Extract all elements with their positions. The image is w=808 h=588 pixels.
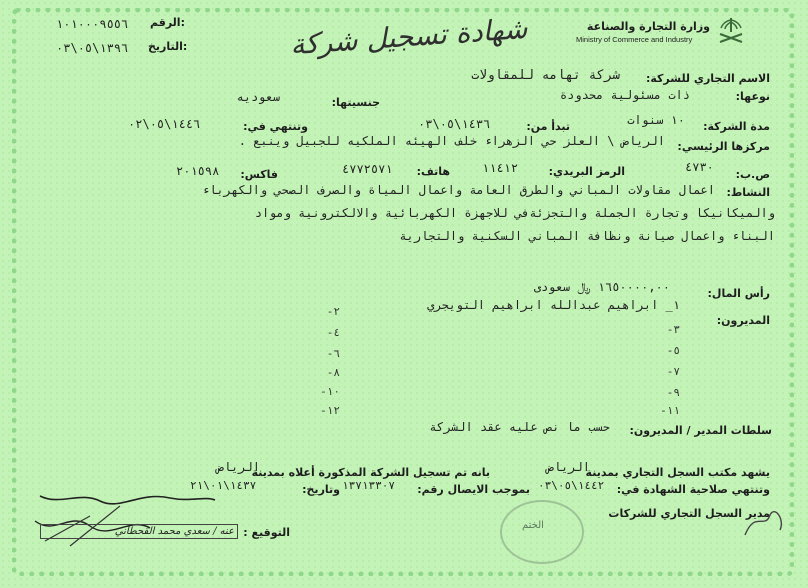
authority-value: حسب ما نص عليه عقد الشركة [429,420,610,434]
activity-line-2: والميكانيكا وتجارة الجملة والتجزئةفي للاجهزة الكهربائية والالكترونية ومواد [254,206,775,220]
signature-label: التوقيع : [243,526,290,539]
end-label: وتنتهي في: [243,120,308,133]
footer-receipt-date: ١٤٣٧\٠١\٢١ [190,479,257,492]
footer-line2-a: وتنتهي صلاحية الشهادة في: [616,483,770,496]
ministry-name-en: Ministry of Commerce and Industry [576,35,693,44]
manager-right-5: ٥- [666,344,680,357]
type-value: ذات مسئولية محدودة [559,88,690,102]
footer-line1-a: يشهد مكتب السجل التجاري بمدينة [585,466,770,479]
manager-left-8: ٨- [326,366,340,379]
page-title: شهادة تسجيل شركة [289,11,529,62]
managers-label: المديرون: [716,314,770,327]
duration-value: ١٠ سنوات [627,113,685,127]
ministry-name-ar: وزارة التجارة والصناعة [586,20,710,33]
handwritten-signature-icon [30,486,220,556]
postal-value: ١١٤١٢ [482,161,519,175]
footer-city-1: الرياض [546,460,590,474]
footer-line1-b: بانه تم تسجيل الشركة المذكورة أعلاه بمدينة [251,466,490,479]
fax-value: ٢٠١٥٩٨ [176,164,220,178]
footer-line2-b: بموجب الايصال رقم: [417,483,530,496]
activity-line-1: اعمال مقاولات المباني والطرق العامة واعمال المياة والصرف الصحي والكهرباء [202,183,715,197]
footer-expiry-date: ١٤٤٢\٠٥\٠٣ [538,479,605,492]
start-value: ١٤٣٦\٠٥\٠٣ [418,117,491,131]
manager-left-12: ١٢- [320,404,340,417]
company-name-label: الاسم التجاري للشركة: [645,72,770,85]
nationality-value: سعوديه [236,90,280,104]
pobox-label: ص.ب: [735,168,770,181]
manager-right-1: ١_ ابراهيم عبدالله ابراهيم التويجري [427,298,680,312]
footer-line2-c: وتاريخ: [302,483,340,496]
date-label: التاريخ: [148,40,188,53]
manager-left-2: ٢- [326,305,340,318]
number-value: ١٠١٠٠٠٩٥٥٦ [56,17,129,31]
postal-label: الرمز البريدي: [548,165,625,178]
manager-left-6: ٦- [326,347,340,360]
manager-right-9: ٩- [666,386,680,399]
footer-city-2: الرياض [216,460,260,474]
palm-swords-emblem-icon [716,16,746,46]
official-stamp [500,500,584,564]
stamp-text: الختم [522,520,544,531]
phone-label: هاتف: [416,165,450,178]
nationality-label: جنسيتها: [331,96,380,109]
capital-label: رأس المال: [707,287,770,300]
manager-right-7: ٧- [666,365,680,378]
scribble-mark-icon [740,500,790,540]
date-value: ١٣٩٦\٠٥\٠٣ [56,41,129,55]
manager-title: مدير السجل التجاري للشركات [608,507,770,520]
activity-line-3: البناء واعمال صيانة ونظافة المباني السكنية والتجارية [399,229,775,243]
hq-value: الرياض \ العلز حي الزهراء خلف الهيئه الملكيه للجبيل وينبع . [238,134,665,148]
end-value: ١٤٤٦\٠٥\٠٢ [128,117,201,131]
manager-left-10: ١٠- [320,385,340,398]
activity-label: النشاط: [726,186,770,199]
duration-label: مدة الشركة: [703,120,770,133]
company-name-value: شركة تهامه للمقاولات [471,68,620,83]
manager-right-3: ٣- [666,323,680,336]
pobox-value: ٤٧٣٠ [685,160,714,174]
fax-label: فاكس: [240,168,278,181]
capital-value: ١٦٥٠٠٠٠,٠٠ ﷼ سعودى [533,280,670,294]
manager-left-4: ٤- [326,326,340,339]
handwritten-name: عنه / سعدي محمد القحطاني [40,524,238,539]
start-label: تبدأ من: [526,120,570,133]
footer-receipt-number: ١٣٧١٣٣٠٧ [342,479,395,492]
hq-label: مركزها الرئيسي: [677,140,770,153]
manager-right-11: ١١- [660,404,680,417]
phone-value: ٤٧٧٢٥٧١ [342,162,393,176]
number-label: الرقم: [150,16,185,29]
type-label: نوعها: [735,90,770,103]
authority-label: سلطات المدير / المديرون: [629,424,772,437]
